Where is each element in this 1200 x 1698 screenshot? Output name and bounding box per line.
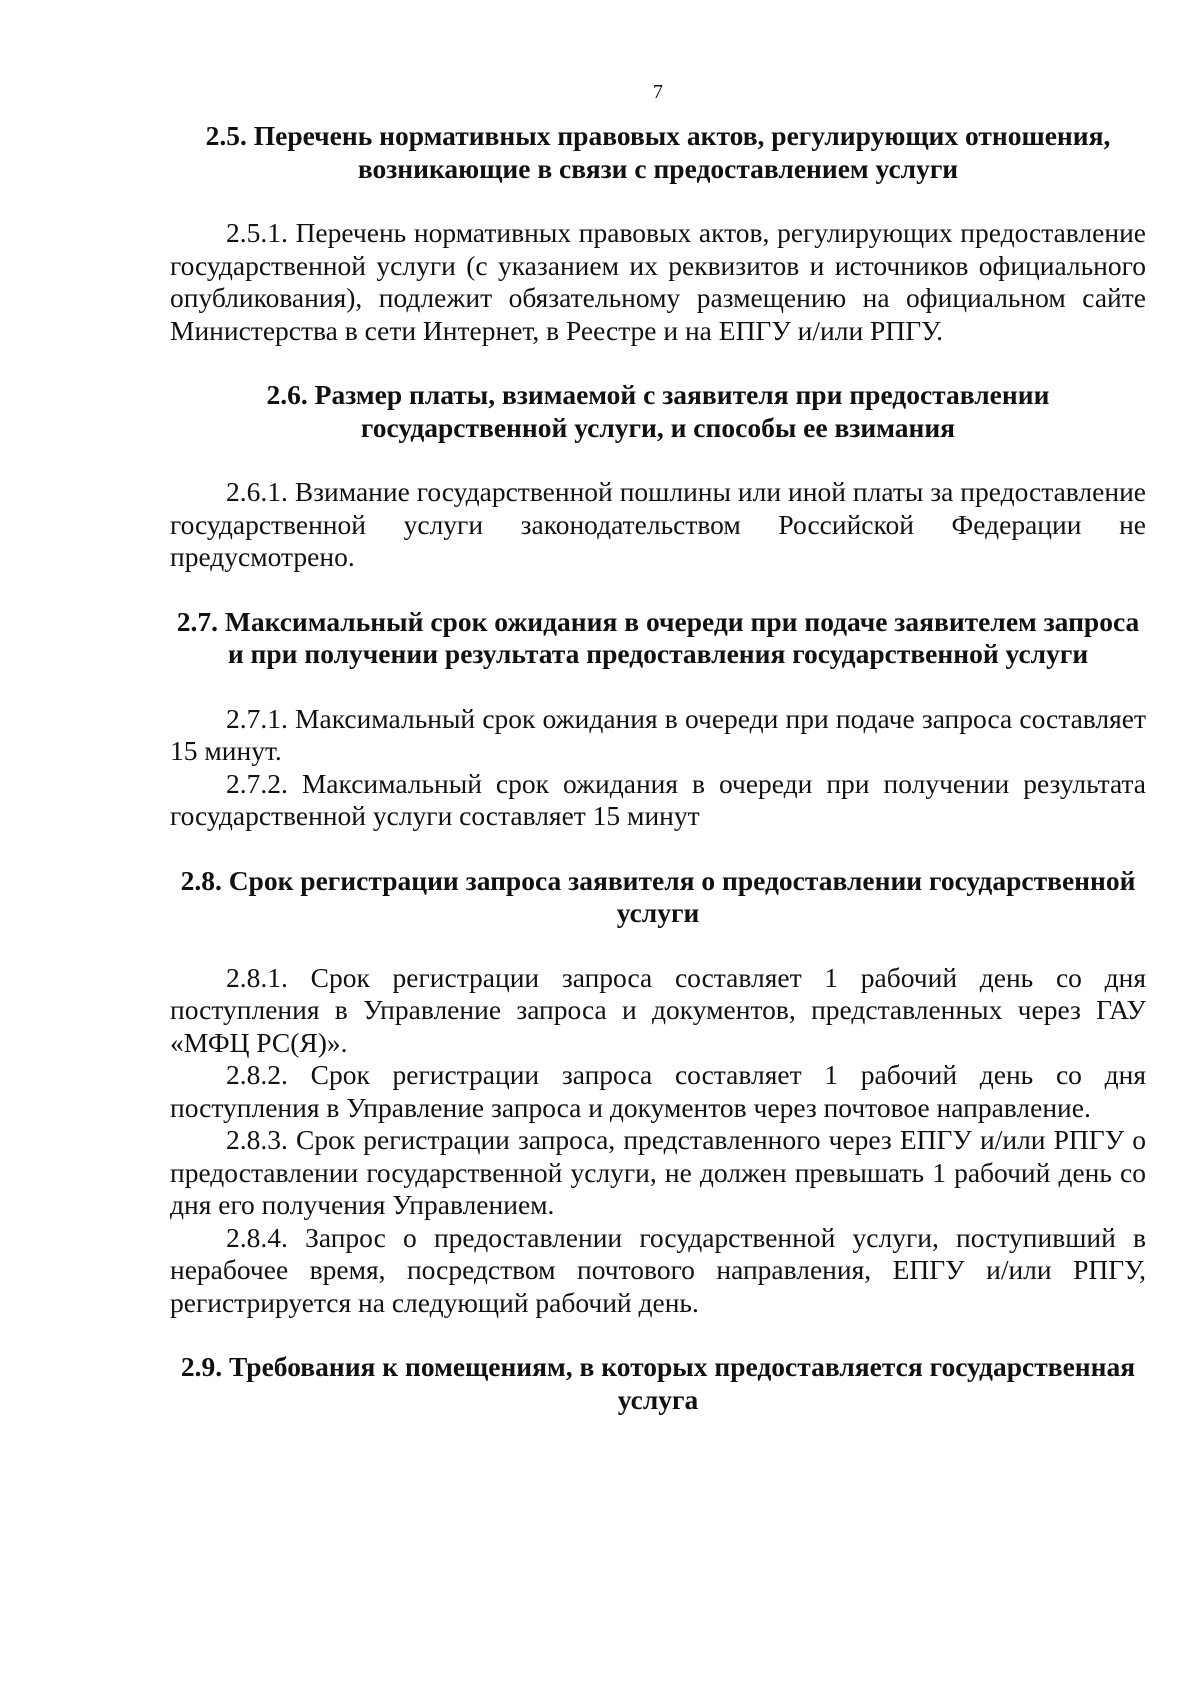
paragraph: 2.8.4. Запрос о предоставлении государственной услуги, поступивший в нерабочее время, посредством почтового направления, ЕПГУ и/или РПГУ, регистрируется на следующий рабочий день.: [170, 1221, 1146, 1318]
section-heading: 2.9. Требования к помещениям, в которых предоставляется государственная услуга: [180, 1351, 1136, 1415]
paragraph: 2.7.1. Максимальный срок ожидания в очереди при подаче запроса составляет 15 минут.: [170, 702, 1146, 766]
page-number: 7: [653, 81, 663, 103]
document-body: [170, 120, 1146, 1416]
section-heading: 2.6. Размер платы, взимаемой с заявителя при предоставлении государственной услуги, и способы ее взимания: [266, 379, 1050, 443]
paragraph: 2.8.1. Срок регистрации запроса составляет 1 рабочий день со дня поступления в Управление запроса и документов, представленных через ГАУ «МФЦ РС(Я)».: [170, 961, 1146, 1058]
section-heading: 2.5. Перечень нормативных правовых актов, регулирующих отношения, возникающие в связи с предоставлением услуги: [205, 120, 1111, 184]
section-2-5: [170, 120, 1146, 347]
section-2-9: [170, 1351, 1146, 1416]
section-heading: 2.8. Срок регистрации запроса заявителя о предоставлении государственной услуги: [180, 864, 1136, 928]
paragraph: 2.8.3. Срок регистрации запроса, представленного через ЕПГУ и/или РПГУ о предоставлении государственной услуги, не должен превышать 1 рабочий день со дня его получения Управлением.: [170, 1124, 1146, 1220]
paragraph: 2.8.2. Срок регистрации запроса составляет 1 рабочий день со дня поступления в Управление запроса и документов через почтовое направление.: [170, 1059, 1146, 1123]
section-2-6: [170, 379, 1146, 574]
paragraph: 2.6.1. Взимание государственной пошлины или иной платы за предоставление государственной услуги законодательством Российской Федерации не предусмотрено.: [170, 476, 1146, 572]
paragraph: 2.7.2. Максимальный срок ожидания в очереди при получении результата государственной услуги составляет 15 минут: [170, 767, 1146, 831]
section-heading: 2.7. Максимальный срок ожидания в очереди при подаче заявителем запроса и при получении результата предоставления государственной услуги: [176, 605, 1140, 669]
section-2-7: [170, 606, 1146, 833]
section-2-8: [170, 865, 1146, 1320]
paragraph: 2.5.1. Перечень нормативных правовых актов, регулирующих предоставление государственной услуги (с указанием их реквизитов и источников официального опубликования), подлежит обязательному размещению на официальном сайте Министерства в сети Интернет, в Реестре и на ЕПГУ и/или РПГУ.: [170, 217, 1146, 346]
